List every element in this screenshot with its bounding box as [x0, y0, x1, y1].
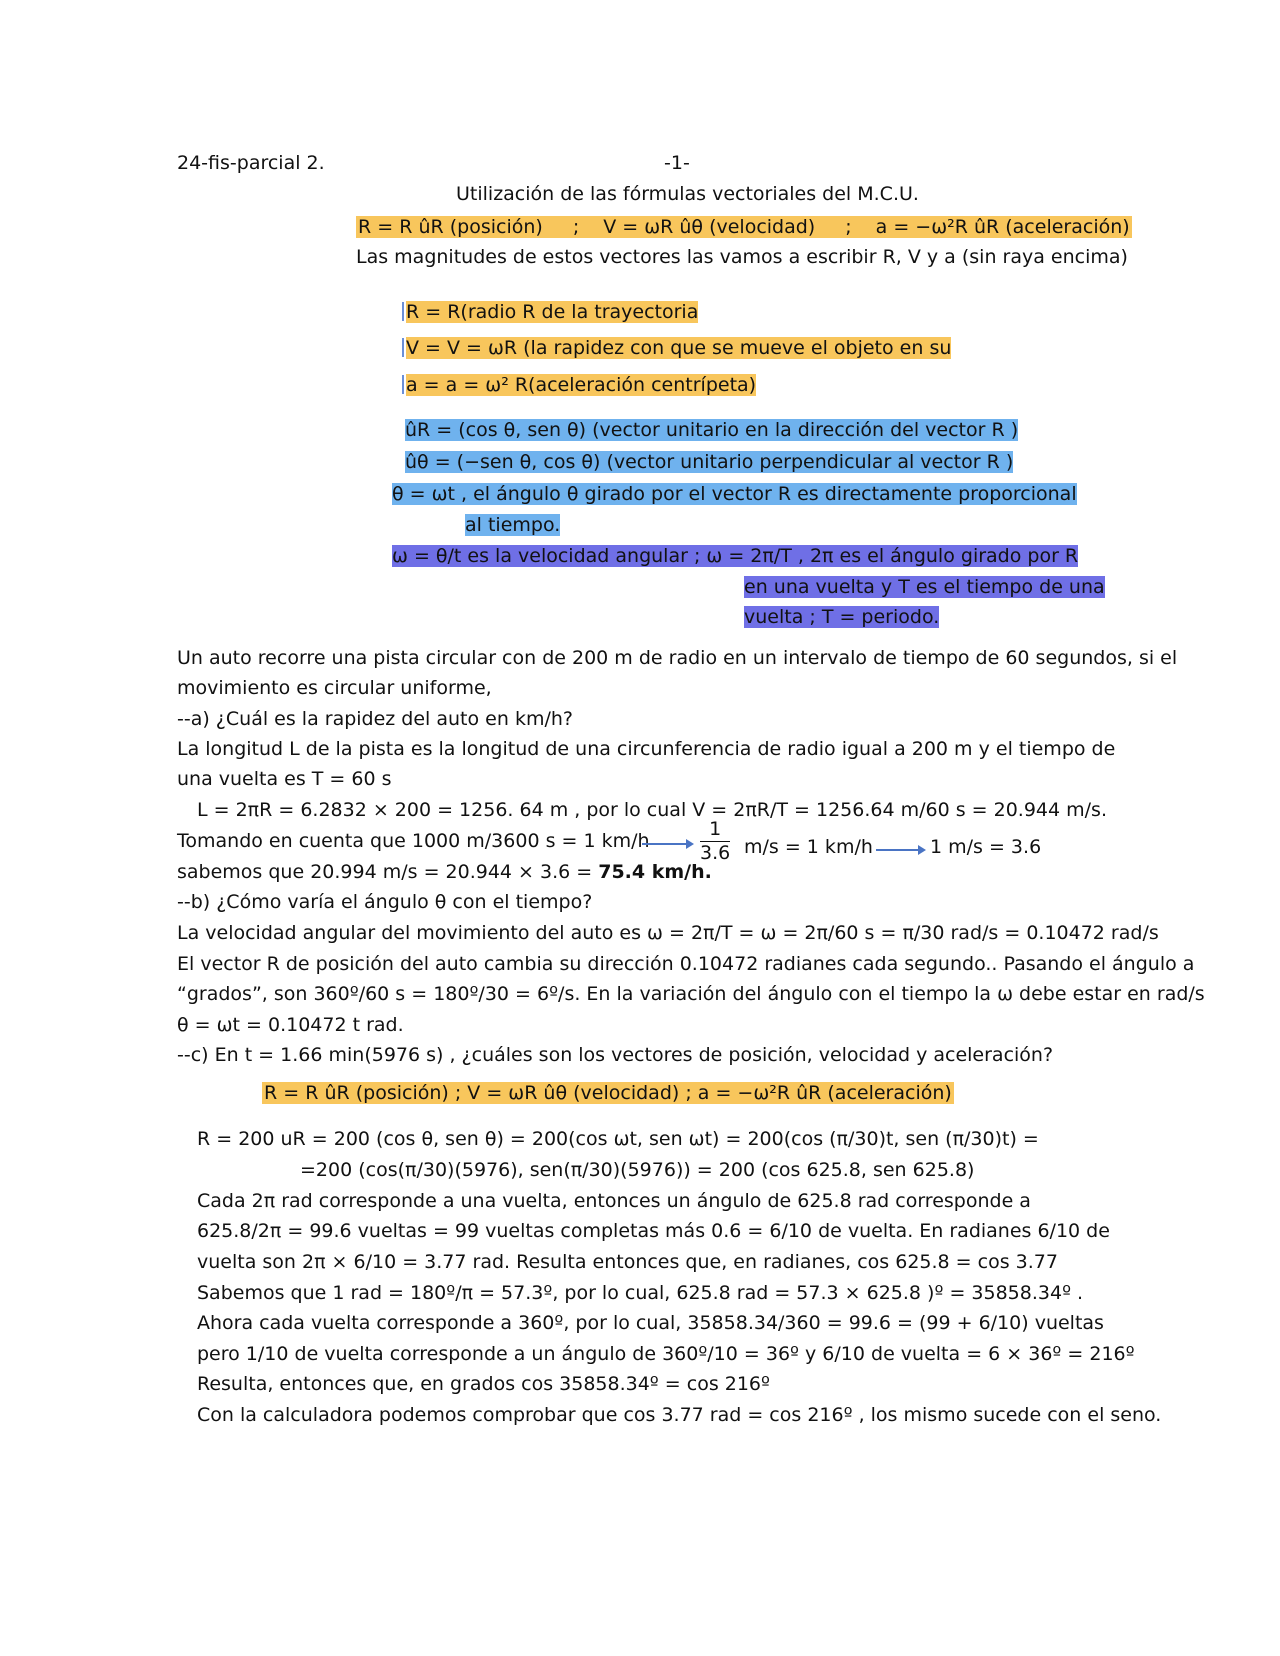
page-number: -1- [664, 152, 690, 174]
position-formula: R = R ûR (posición) [356, 216, 557, 238]
vector-formulas-repeat [262, 1082, 954, 1105]
angle-text-1: θ = ωt , el ángulo θ girado por el vector R es directamente proporcional [392, 483, 1077, 505]
magnitudes-note: Las magnitudes de estos vectores las vamos a escribir R, V y a (sin raya encima) [356, 246, 1128, 268]
angle-text-2: al tiempo. [465, 514, 561, 536]
unit-theta-definition [405, 451, 1013, 474]
omega-definition-line3 [744, 606, 939, 629]
answer-a-line4-mid: m/s = 1 km/h [744, 836, 873, 858]
answer-c-line: vuelta son 2π × 6/10 = 3.77 rad. Resulta entonces que, en radianes, cos 625.8 = cos 3.77 [197, 1251, 1058, 1273]
problem-statement-2: movimiento es circular uniforme, [177, 677, 492, 699]
arrow-right-icon [640, 836, 696, 852]
answer-b-line3: “grados”, son 360º/60 s = 180º/30 = 6º/s. En la variación del ángulo con el tiempo la ω debe estar en rad/s [177, 983, 1205, 1005]
answer-c-line: Sabemos que 1 rad = 180º/π = 57.3º, por lo cual, 625.8 rad = 57.3 × 625.8 )º = 35858.34º . [197, 1282, 1084, 1304]
radius-text: R = R(radio R de la trayectoria [406, 301, 699, 323]
answer-c-line: Resulta, entonces que, en grados cos 35858.34º = cos 216º [197, 1373, 770, 1395]
acceleration-text: a = a = ω² R(aceleración centrípeta) [406, 374, 757, 396]
vector-formulas [356, 216, 1132, 239]
answer-b-line4: θ = ωt = 0.10472 t rad. [177, 1014, 404, 1036]
arrow-right-icon [874, 842, 930, 858]
vector-formulas-repeat-text: R = R ûR (posición) ; V = ωR ûθ (velocidad) ; a = −ω²R ûR (aceleración) [264, 1082, 952, 1104]
fraction-denominator: 3.6 [700, 841, 731, 864]
radius-definition [402, 301, 698, 324]
angle-definition-line1 [392, 483, 1077, 506]
acceleration-formula: a = −ω²R ûR (aceleración) [868, 216, 1132, 238]
answer-a-line3: L = 2πR = 6.2832 × 200 = 1256. 64 m , por lo cual V = 2πR/T = 1256.64 m/60 s = 20.944 m/s. [197, 799, 1107, 821]
omega-text-3: vuelta ; T = periodo. [744, 606, 940, 628]
final-speed: 75.4 km/h. [598, 861, 712, 883]
velocity-formula: V = ωR ûθ (velocidad) [595, 216, 829, 238]
answer-a-line4-left: Tomando en cuenta que 1000 m/3600 s = 1 km/h [177, 830, 650, 852]
unit-theta-text: ûθ = (−sen θ, cos θ) (vector unitario perpendicular al vector R ) [405, 451, 1014, 473]
answer-b-line1: La velocidad angular del movimiento del auto es ω = 2π/T = ω = 2π/60 s = π/30 rad/s = 0.10472 rad/s [177, 922, 1159, 944]
speed-definition [402, 337, 951, 360]
separator: ; [557, 216, 595, 238]
acceleration-definition [402, 374, 756, 397]
answer-c-line: pero 1/10 de vuelta corresponde a un ángulo de 360º/10 = 36º y 6/10 de vuelta = 6 × 36º = 216º [197, 1343, 1135, 1365]
unit-r-definition [405, 419, 1018, 442]
speed-text: V = V = ωR (la rapidez con que se mueve el objeto en su [406, 337, 952, 359]
answer-c-line: =200 (cos(π/30)(5976), sen(π/30)(5976)) = 200 (cos 625.8, sen 625.8) [300, 1159, 975, 1181]
fraction-numerator: 1 [700, 818, 730, 842]
file-label: 24-fis-parcial 2. [177, 152, 325, 174]
separator: ; [829, 216, 867, 238]
answer-b-line2: El vector R de posición del auto cambia su dirección 0.10472 radianes cada segundo.. Pasando el ángulo a [177, 953, 1195, 975]
omega-text-1: ω = θ/t es la velocidad angular ; ω = 2π/T , 2π es el ángulo girado por R [392, 545, 1079, 567]
answer-a-line5-text: sabemos que 20.994 m/s = 20.944 × 3.6 = [177, 861, 599, 883]
angle-definition-line2 [465, 514, 560, 537]
answer-c-line: Cada 2π rad corresponde a una vuelta, entonces un ángulo de 625.8 rad corresponde a [197, 1190, 1031, 1212]
omega-definition-line2 [744, 576, 1105, 599]
unit-r-text: ûR = (cos θ, sen θ) (vector unitario en la dirección del vector R ) [405, 419, 1019, 441]
answer-c-line: R = 200 uR = 200 (cos θ, sen θ) = 200(cos ωt, sen ωt) = 200(cos (π/30)t, sen (π/30)t) = [197, 1128, 1039, 1150]
answer-a-line2: una vuelta es T = 60 s [177, 768, 392, 790]
answer-a-line5 [177, 861, 712, 884]
omega-text-2: en una vuelta y T es el tiempo de una [744, 576, 1105, 598]
answer-c-line: Ahora cada vuelta corresponde a 360º, por lo cual, 35858.34/360 = 99.6 = (99 + 6/10) vueltas [197, 1312, 1104, 1334]
omega-definition-line1 [392, 545, 1078, 568]
answer-c-line: Con la calculadora podemos comprobar que cos 3.77 rad = cos 216º , los mismo sucede con el seno. [197, 1404, 1162, 1426]
question-c: --c) En t = 1.66 min(5976 s) , ¿cuáles son los vectores de posición, velocidad y aceleración? [177, 1044, 1054, 1066]
answer-c-line: 625.8/2π = 99.6 vueltas = 99 vueltas completas más 0.6 = 6/10 de vuelta. En radianes 6/10 de [197, 1220, 1110, 1242]
question-b: --b) ¿Cómo varía el ángulo θ con el tiempo? [177, 891, 593, 913]
problem-statement-1: Un auto recorre una pista circular con de 200 m de radio en un intervalo de tiempo de 60 segundos, si el [177, 647, 1178, 669]
page-subtitle: Utilización de las fórmulas vectoriales del M.C.U. [456, 183, 919, 205]
fraction [700, 818, 730, 865]
answer-a-line4-right: 1 m/s = 3.6 [930, 836, 1042, 858]
answer-a-line1: La longitud L de la pista es la longitud de una circunferencia de radio igual a 200 m y el tiempo de [177, 738, 1116, 760]
question-a: --a) ¿Cuál es la rapidez del auto en km/h? [177, 708, 573, 730]
